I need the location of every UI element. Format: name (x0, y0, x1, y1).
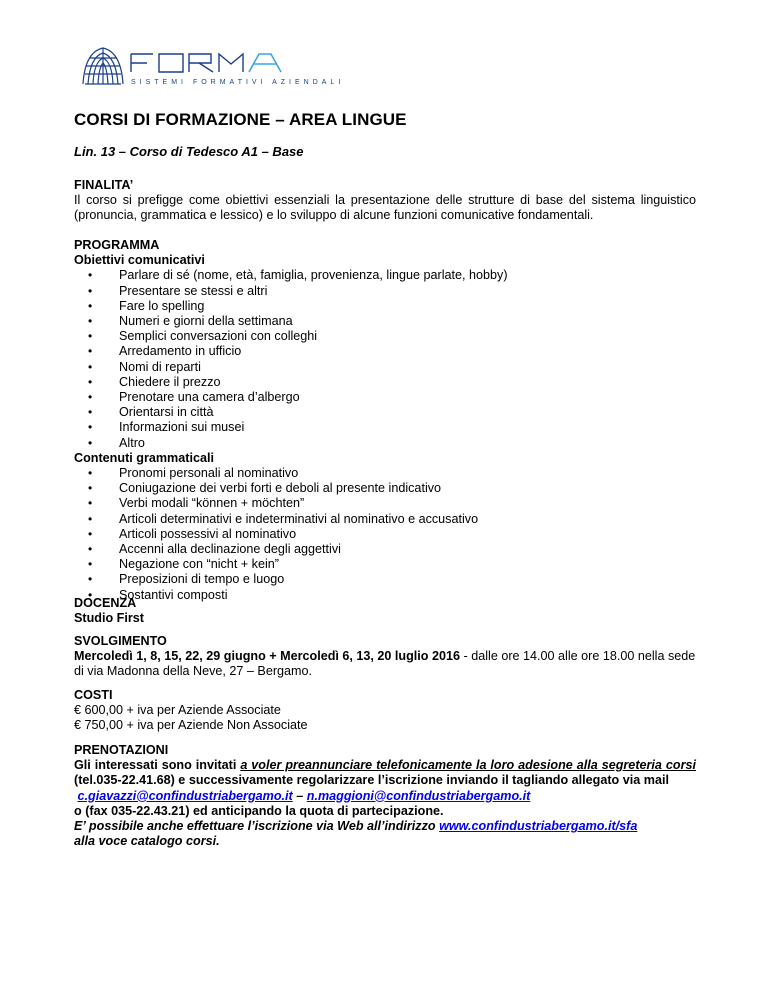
svolgimento-details: - dalle ore 14.00 alle ore 18.00 nella sede di via Madonna della Neve, 27 – Bergamo. (74, 649, 696, 679)
prenotazioni-heading: PRENOTAZIONI (74, 743, 169, 757)
list-item: • Nomi di reparti (74, 360, 696, 375)
prenotazioni-intro: Gli interessati sono invitati (74, 758, 241, 773)
logo-tagline: SISTEMI FORMATIVI AZIENDALI (131, 79, 345, 86)
page-title: CORSI DI FORMAZIONE – AREA LINGUE (74, 110, 407, 129)
list-item: • Pronomi personali al nominativo (74, 466, 696, 481)
list-item: • Presentare se stessi e altri (74, 284, 696, 299)
list-item: • Altro (74, 436, 696, 451)
contenuti-list (74, 466, 696, 603)
list-item: • Parlare di sé (nome, età, famiglia, provenienza, lingue parlate, hobby) (74, 268, 696, 283)
list-item: • Numeri e giorni della settimana (74, 314, 696, 329)
list-item: • Coniugazione dei verbi forti e deboli al presente indicativo (74, 481, 696, 496)
web-link[interactable]: www.confindustriabergamo.it/sfa (439, 819, 638, 834)
list-item: • Articoli determinativi e indeterminativi al nominativo e accusativo (74, 512, 696, 527)
obiettivi-list (74, 268, 696, 450)
list-item: • Fare lo spelling (74, 299, 696, 314)
list-item: • Semplici conversazioni con colleghi (74, 329, 696, 344)
forma-logo (81, 44, 345, 90)
finalita-text: Il corso si prefigge come obiettivi essenziali la presentazione delle strutture di base del sistema linguistico (pronuncia, grammatica e lessico) e lo sviluppo di alcune funzioni comunicative fondamentali. (74, 193, 696, 223)
email-link-maggioni[interactable]: n.maggioni@confindustriabergamo.it (306, 788, 531, 803)
prenotazioni-text (74, 758, 696, 788)
segreteria-note: a voler preannunciare telefonicamente la loro adesione alla segreteria corsi (240, 758, 696, 773)
email-separator: – (292, 788, 307, 803)
svolgimento-heading: SVOLGIMENTO (74, 634, 167, 648)
email-line (74, 789, 696, 804)
list-item: • Articoli possessivi al nominativo (74, 527, 696, 542)
fax-line: o (fax 035-22.43.21) ed anticipando la quota di partecipazione. (74, 803, 444, 818)
svolgimento-text (74, 649, 696, 679)
list-item: • Chiedere il prezzo (74, 375, 696, 390)
web-line (74, 819, 696, 834)
list-item: • Arredamento in ufficio (74, 344, 696, 359)
list-item: • Accenni alla declinazione degli aggettivi (74, 542, 696, 557)
web-intro: E’ possibile anche effettuare l’iscrizione via Web all’indirizzo (74, 819, 440, 834)
finalita-section (74, 178, 696, 224)
costi-section (74, 688, 696, 734)
list-item: • Sostantivi composti (74, 588, 696, 603)
obiettivi-heading: Obiettivi comunicativi (74, 253, 205, 268)
list-item: • Negazione con “nicht + kein” (74, 557, 696, 572)
docenza-heading: DOCENZA (74, 596, 137, 610)
costi-line-associate: € 600,00 + iva per Aziende Associate (74, 703, 281, 718)
programma-heading: PROGRAMMA (74, 238, 160, 252)
docenza-section (74, 596, 696, 626)
finalita-heading: FINALITA’ (74, 178, 134, 192)
list-item: • Informazioni sui musei (74, 420, 696, 435)
prenotazioni-instructions: (tel.035-22.41.68) e successivamente regolarizzare l’iscrizione inviando il tagliando allegato via mail (74, 773, 669, 788)
costi-line-non-associate: € 750,00 + iva per Aziende Non Associate (74, 718, 308, 733)
list-item: • Prenotare una camera d’albergo (74, 390, 696, 405)
email-link-giavazzi[interactable]: c.giavazzi@confindustriabergamo.it (77, 788, 293, 803)
svolgimento-dates: Mercoledì 1, 8, 15, 22, 29 giugno + Mercoledì 6, 13, 20 luglio 2016 (74, 649, 461, 664)
costi-heading: COSTI (74, 688, 113, 702)
list-item: • Preposizioni di tempo e luogo (74, 572, 696, 587)
list-item: • Orientarsi in città (74, 405, 696, 420)
contenuti-heading: Contenuti grammaticali (74, 450, 214, 465)
list-item: • Verbi modali “können + möchten” (74, 496, 696, 511)
course-title: Lin. 13 – Corso di Tedesco A1 – Base (74, 144, 304, 159)
prenotazioni-section (74, 743, 696, 849)
web-line-end: alla voce catalogo corsi. (74, 834, 220, 849)
docenza-value: Studio First (74, 611, 144, 626)
svolgimento-section (74, 634, 696, 680)
programma-section (74, 238, 696, 603)
